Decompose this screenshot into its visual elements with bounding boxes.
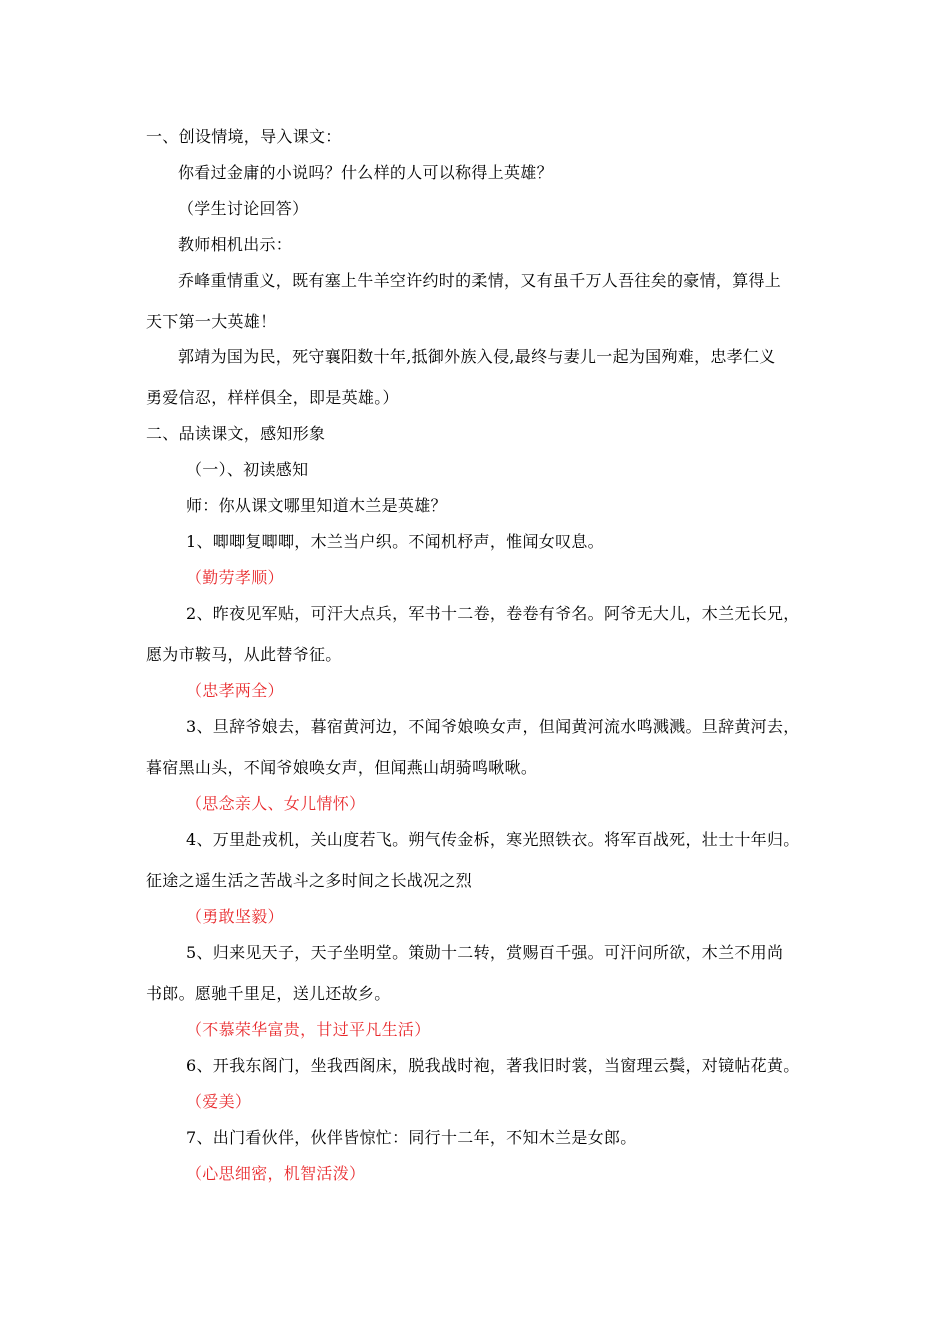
item1: 1、唧唧复唧唧，木兰当户织。不闻机杼声，惟闻女叹息。	[186, 532, 604, 551]
intro-question: 你看过金庸的小说吗？什么样的人可以称得上英雄？	[178, 163, 553, 182]
note6: （爱美）	[186, 1092, 252, 1111]
note7: （心思细密，机智活泼）	[186, 1164, 366, 1183]
item6: 6、开我东阁门，坐我西阁床，脱我战时袍，著我旧时裳，当窗理云鬓，对镜帖花黄。	[186, 1056, 800, 1075]
item4-line2: 征途之遥生活之苦战斗之多时间之长战况之烈	[146, 871, 473, 890]
guojing-line1: 郭靖为国为民，死守襄阳数十年,抵御外族入侵,最终与妻儿一起为国殉难，忠孝仁义	[178, 347, 776, 366]
item5-line1: 5、归来见天子，天子坐明堂。策勋十二转，赏赐百千强。可汗问所欲，木兰不用尚	[186, 943, 784, 962]
item3-line1: 3、旦辞爷娘去，暮宿黄河边，不闻爷娘唤女声，但闻黄河流水鸣溅溅。旦辞黄河去，	[186, 717, 800, 736]
qiaofeng-line2: 天下第一大英雄！	[146, 312, 277, 331]
note4: （勇敢坚毅）	[186, 907, 284, 926]
guojing-line2: 勇爱信忍，样样俱全，即是英雄。）	[146, 388, 399, 407]
qiaofeng-line1: 乔峰重情重义，既有塞上牛羊空许约时的柔情，又有虽千万人吾往矣的豪情，算得上	[178, 271, 782, 290]
item5-line2: 书郎。愿驰千里足，送儿还故乡。	[146, 984, 391, 1003]
item3-line2: 暮宿黑山头，不闻爷娘唤女声，但闻燕山胡骑鸣啾啾。	[146, 758, 538, 777]
teacher-question: 师：你从课文哪里知道木兰是英雄？	[186, 496, 447, 515]
note2: （忠孝两全）	[186, 681, 284, 700]
note1: （勤劳孝顺）	[186, 568, 284, 587]
note5: （不慕荣华富贵，甘过平凡生活）	[186, 1020, 431, 1039]
section1-heading: 一、创设情境，导入课文：	[146, 127, 342, 146]
subsection1-heading: （一）、初读感知	[186, 460, 309, 479]
item4-line1: 4、万里赴戎机，关山度若飞。朔气传金柝，寒光照铁衣。将军百战死，壮士十年归。	[186, 830, 800, 849]
student-discussion: （学生讨论回答）	[178, 199, 309, 218]
item7: 7、出门看伙伴，伙伴皆惊忙：同行十二年，不知木兰是女郎。	[186, 1128, 637, 1147]
note3: （思念亲人、女儿情怀）	[186, 794, 366, 813]
item2-line2: 愿为市鞍马，从此替爷征。	[146, 645, 342, 664]
section2-heading: 二、品读课文，感知形象	[146, 424, 326, 443]
teacher-shows: 教师相机出示：	[178, 235, 293, 254]
item2-line1: 2、昨夜见军贴，可汗大点兵，军书十二卷，卷卷有爷名。阿爷无大儿，木兰无长兄，	[186, 604, 800, 623]
